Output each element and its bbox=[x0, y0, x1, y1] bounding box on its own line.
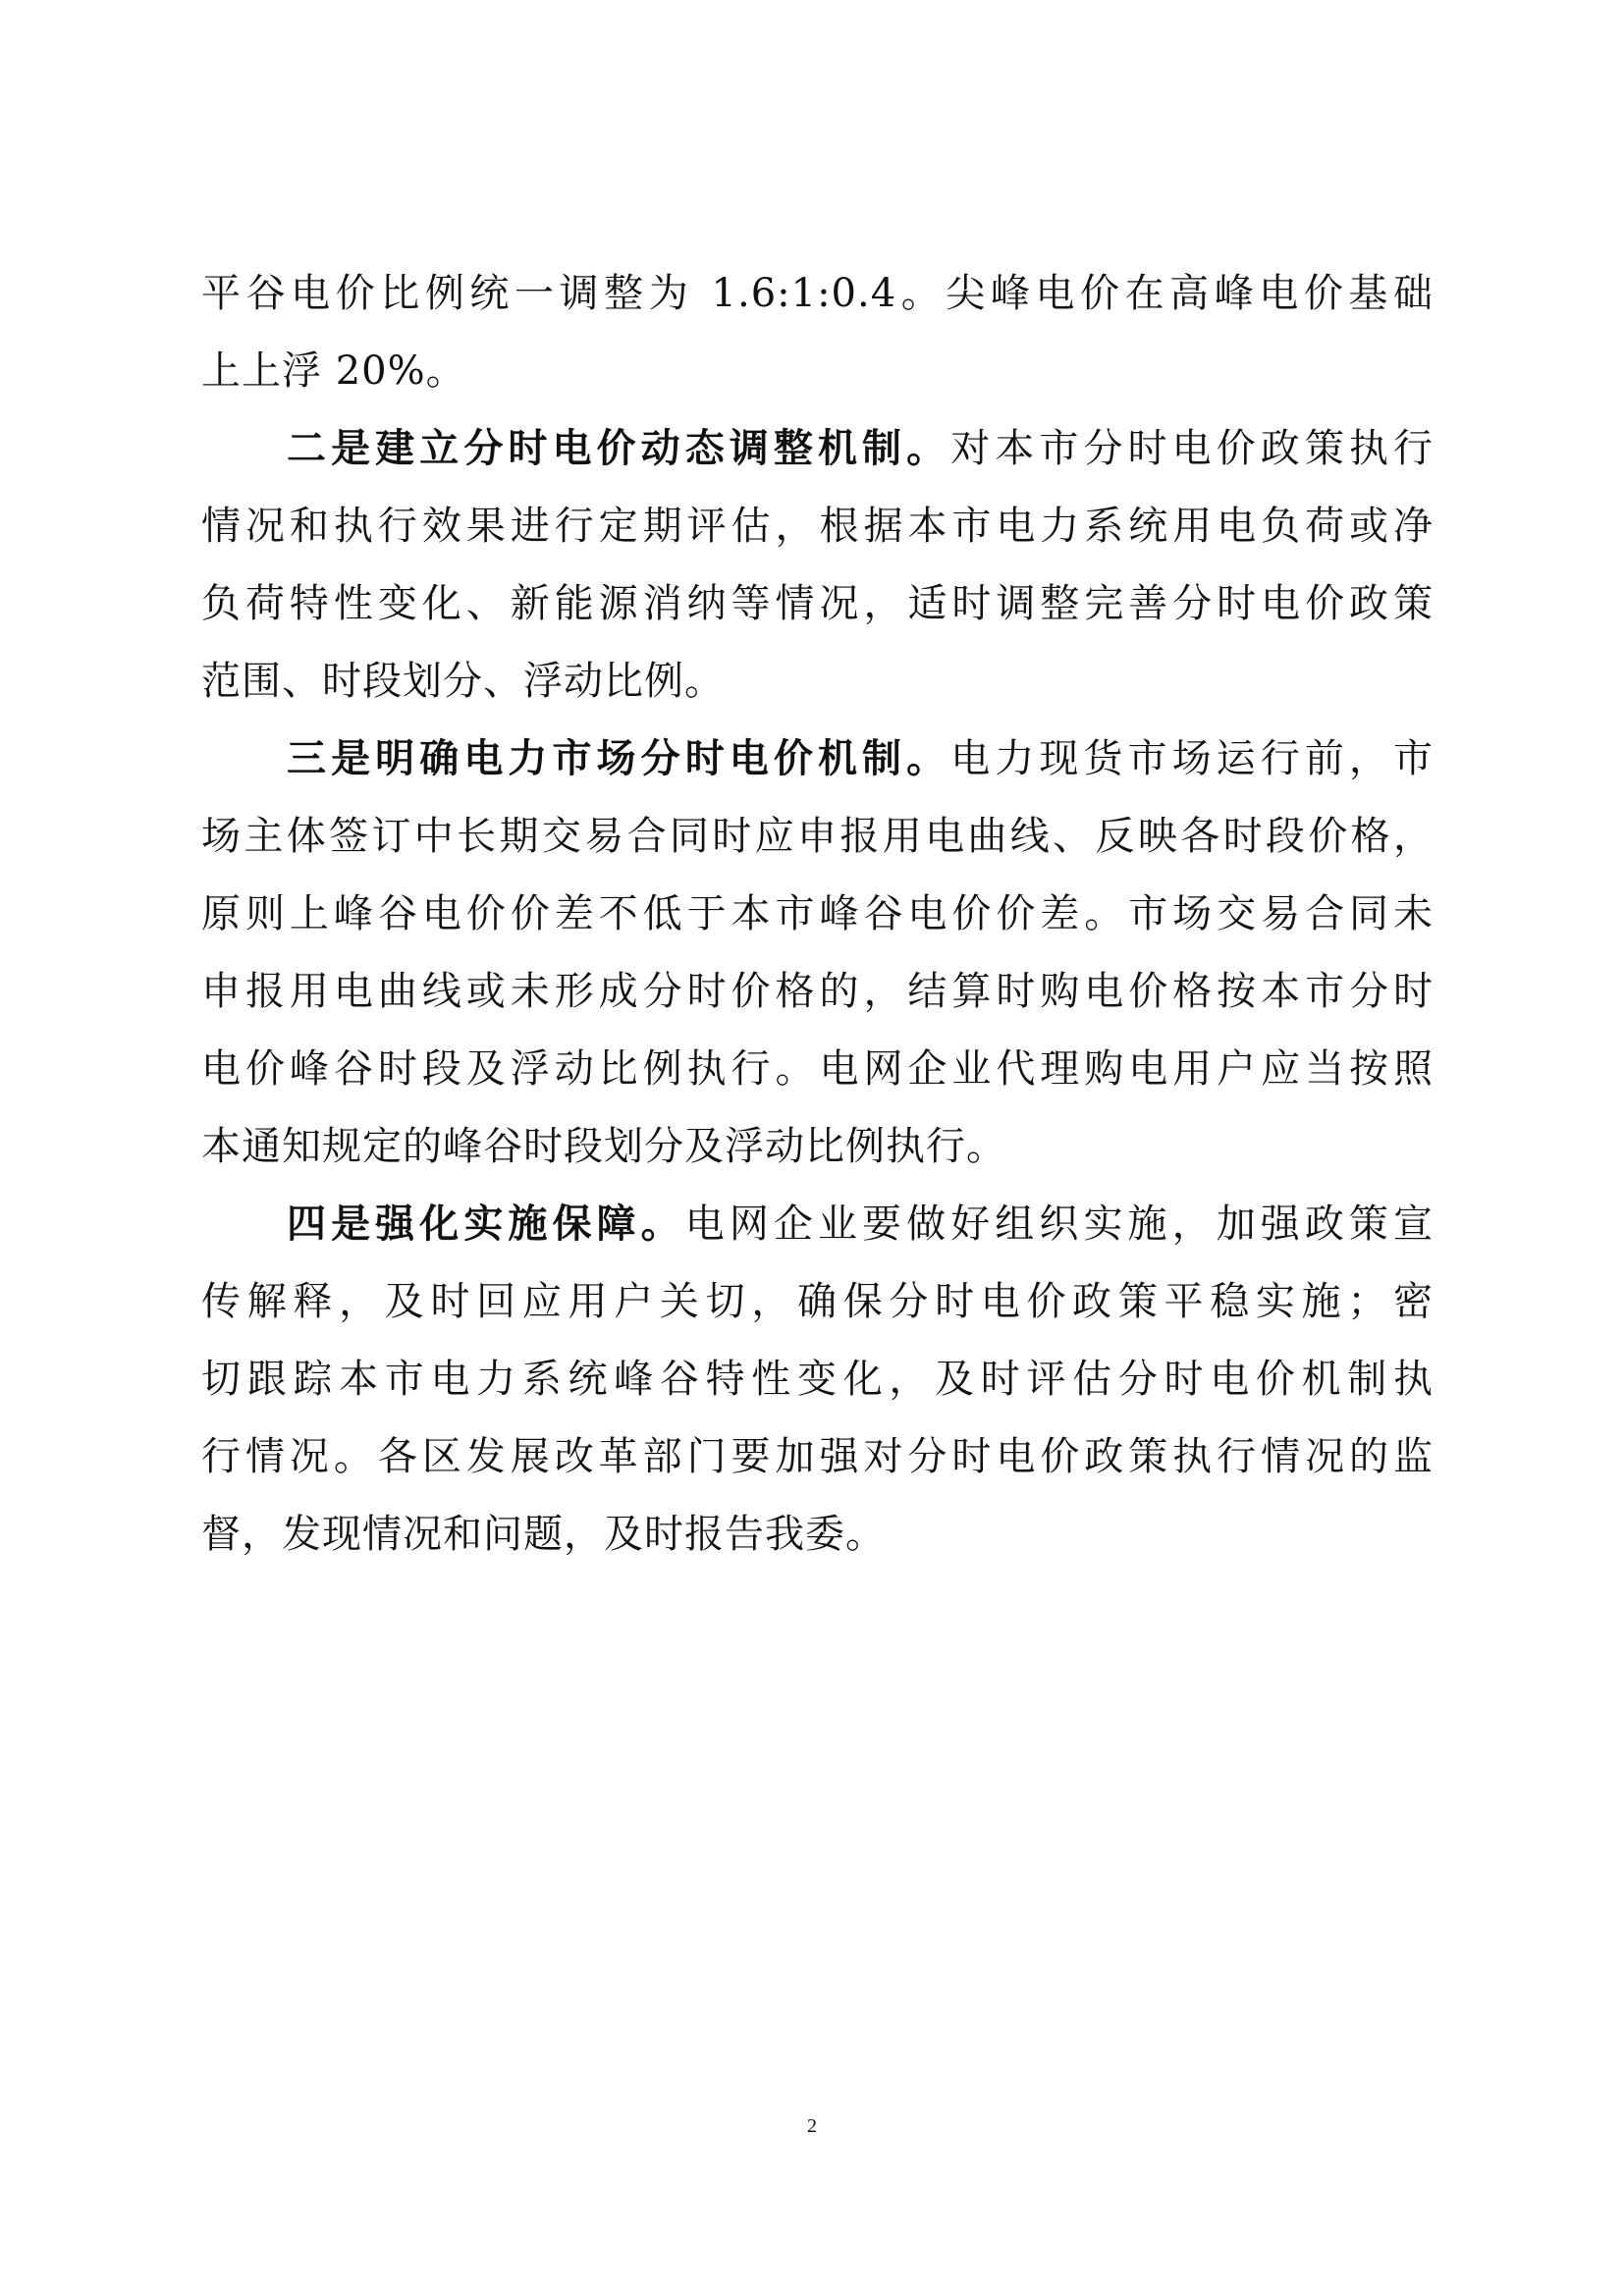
paragraph-line: 传解释，及时回应用户关切，确保分时电价政策平稳实施；密 bbox=[201, 1279, 1434, 1324]
section-heading: 四是强化实施保障。 bbox=[287, 1201, 685, 1247]
page-number: 2 bbox=[807, 2115, 817, 2137]
paragraph-text: 电网企业要做好组织实施，加强政策宣 bbox=[684, 1201, 1435, 1247]
paragraph-line: 行情况。各区发展改革部门要加强对分时电价政策执行情况的监 bbox=[201, 1434, 1434, 1479]
paragraph-text: 对本市分时电价政策执行 bbox=[950, 426, 1435, 471]
paragraph-line: 上上浮 20%。 bbox=[201, 348, 466, 394]
paragraph-line: 负荷特性变化、新能源消纳等情况，适时调整完善分时电价政策 bbox=[201, 581, 1434, 626]
section-heading: 二是建立分时电价动态调整机制。 bbox=[287, 426, 951, 471]
paragraph-line: 原则上峰谷电价价差不低于本市峰谷电价价差。市场交易合同未 bbox=[201, 891, 1434, 936]
paragraph-text: 电力现货市场运行前，市 bbox=[950, 736, 1435, 781]
paragraph-line: 范围、时段划分、浮动比例。 bbox=[201, 659, 725, 704]
paragraph-line: 情况和执行效果进行定期评估，根据本市电力系统用电负荷或净 bbox=[201, 504, 1434, 549]
paragraph-line: 申报用电曲线或未形成分时价格的，结算时购电价格按本市分时 bbox=[201, 969, 1434, 1014]
paragraph-line: 平谷电价比例统一调整为 1.6:1:0.4。尖峰电价在高峰电价基础 bbox=[201, 271, 1434, 316]
paragraph-line: 本通知规定的峰谷时段划分及浮动比例执行。 bbox=[201, 1124, 1006, 1169]
paragraph-line bbox=[201, 410, 1434, 488]
document-body bbox=[201, 255, 1434, 1574]
paragraph-line: 场主体签订中长期交易合同时应申报用电曲线、反映各时段价格， bbox=[201, 814, 1434, 859]
paragraph-line: 电价峰谷时段及浮动比例执行。电网企业代理购电用户应当按照 bbox=[201, 1046, 1434, 1092]
paragraph-line bbox=[201, 721, 1434, 798]
paragraph-line: 切跟踪本市电力系统峰谷特性变化，及时评估分时电价机制执 bbox=[201, 1357, 1434, 1402]
paragraph-line: 督，发现情况和问题，及时报告我委。 bbox=[201, 1512, 886, 1557]
paragraph-line bbox=[201, 1186, 1434, 1263]
section-heading: 三是明确电力市场分时电价机制。 bbox=[287, 736, 951, 781]
